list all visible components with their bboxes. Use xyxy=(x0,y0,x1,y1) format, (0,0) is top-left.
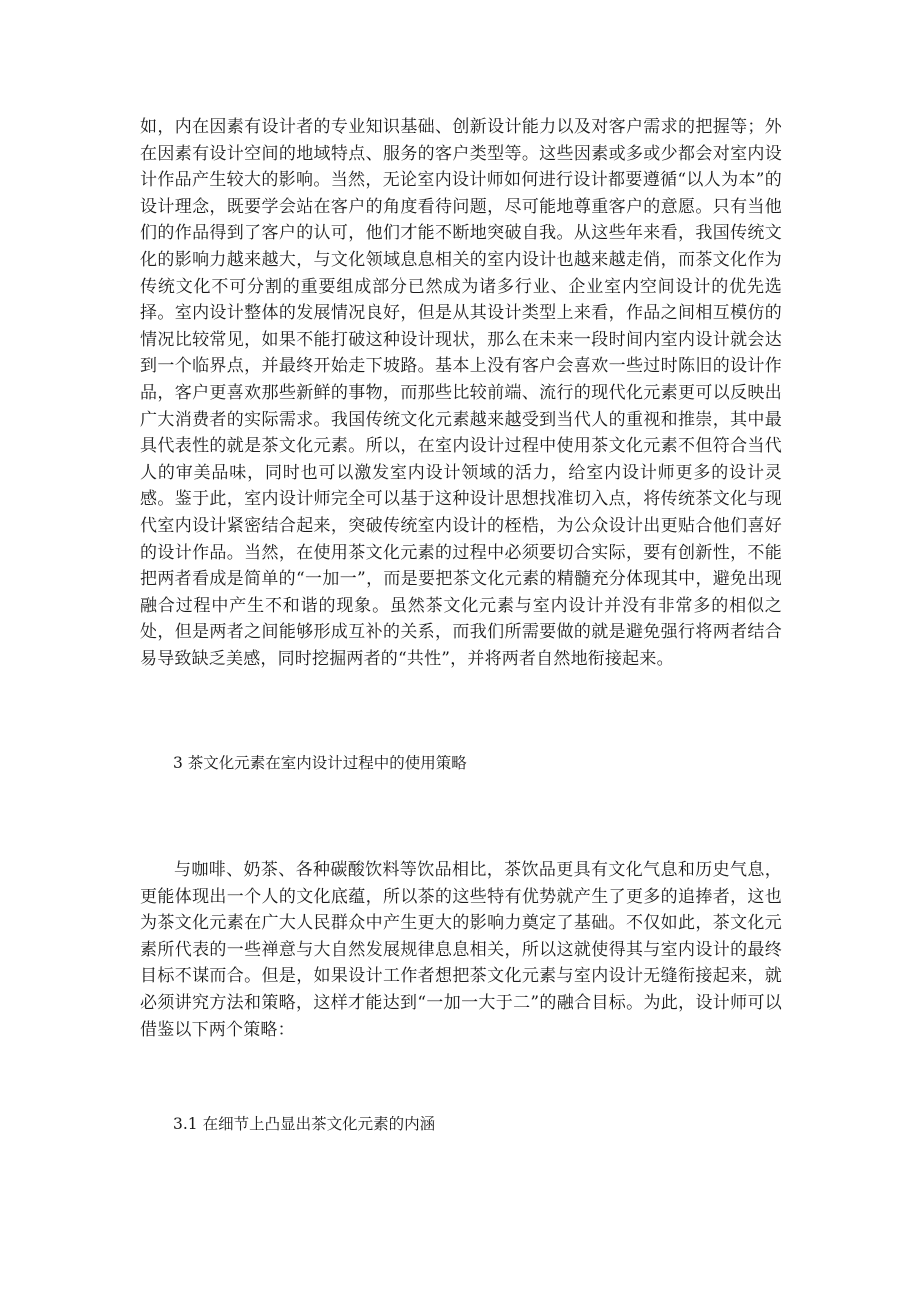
body-paragraph-2: 与咖啡、奶茶、各种碳酸饮料等饮品相比，茶饮品更具有文化气息和历史气息，更能体现出一个人的文化底蕴，所以茶的这些特有优势就产生了更多的追捧者，这也为茶文化元素在广大人民群众中产生更大的影响力奠定了基础。不仅如此，茶文化元素所代表的一些禅意与大自然发展规律息息相关，所以这就使得其与室内设计的最终目标不谋而合。但是，如果设计工作者想把茶文化元素与室内设计无缝衔接起来，就必须讲究方法和策略，这样才能达到“一加一大于二”的融合目标。为此，设计师可以借鉴以下两个策略： xyxy=(140,860,782,1040)
section-heading-3: 3 茶文化元素在室内设计过程中的使用策略 xyxy=(173,754,467,772)
body-paragraph-1: 如，内在因素有设计者的专业知识基础、创新设计能力以及对客户需求的把握等；外在因素有设计空间的地域特点、服务的客户类型等。这些因素或多或少都会对室内设计作品产生较大的影响。当然，无论室内设计师如何进行设计都要遵循“以人为本”的设计理念，既要学会站在客户的角度看待问题，尽可能地尊重客户的意愿。只有当他们的作品得到了客户的认可，他们才能不断地突破自我。从这些年来看，我国传统文化的影响力越来越大，与文化领域息息相关的室内设计也越来越走俏，而茶文化作为传统文化不可分割的重要组成部分已然成为诸多行业、企业室内空间设计的优先选择。室内设计整体的发展情况良好，但是从其设计类型上来看，作品之间相互模仿的情况比较常见，如果不能打破这种设计现状，那么在未来一段时间内室内设计就会达到一个临界点，并最终开始走下坡路。基本上没有客户会喜欢一些过时陈旧的设计作品，客户更喜欢那些新鲜的事物，而那些比较前端、流行的现代化元素更可以反映出广大消费者的实际需求。我国传统文化元素越来越受到当代人的重视和推崇，其中最具代表性的就是茶文化元素。所以，在室内设计过程中使用茶文化元素不但符合当代人的审美品味，同时也可以激发室内设计领域的活力，给室内设计师更多的设计灵感。鉴于此，室内设计师完全可以基于这种设计思想找准切入点，将传统茶文化与现代室内设计紧密结合起来，突破传统室内设计的桎梏，为公众设计出更贴合他们喜好的设计作品。当然，在使用茶文化元素的过程中必须要切合实际，要有创新性，不能把两者看成是简单的“一加一”，而是要把茶文化元素的精髓充分体现其中，避免出现融合过程中产生不和谐的现象。虽然茶文化元素与室内设计并没有非常多的相似之处，但是两者之间能够形成互补的关系，而我们所需要做的就是避免强行将两者结合易导致缺乏美感，同时挖掘两者的“共性”，并将两者自然地衔接起来。 xyxy=(140,117,782,669)
subsection-heading-3-1: 3.1 在细节上凸显出茶文化元素的内涵 xyxy=(173,1115,436,1133)
